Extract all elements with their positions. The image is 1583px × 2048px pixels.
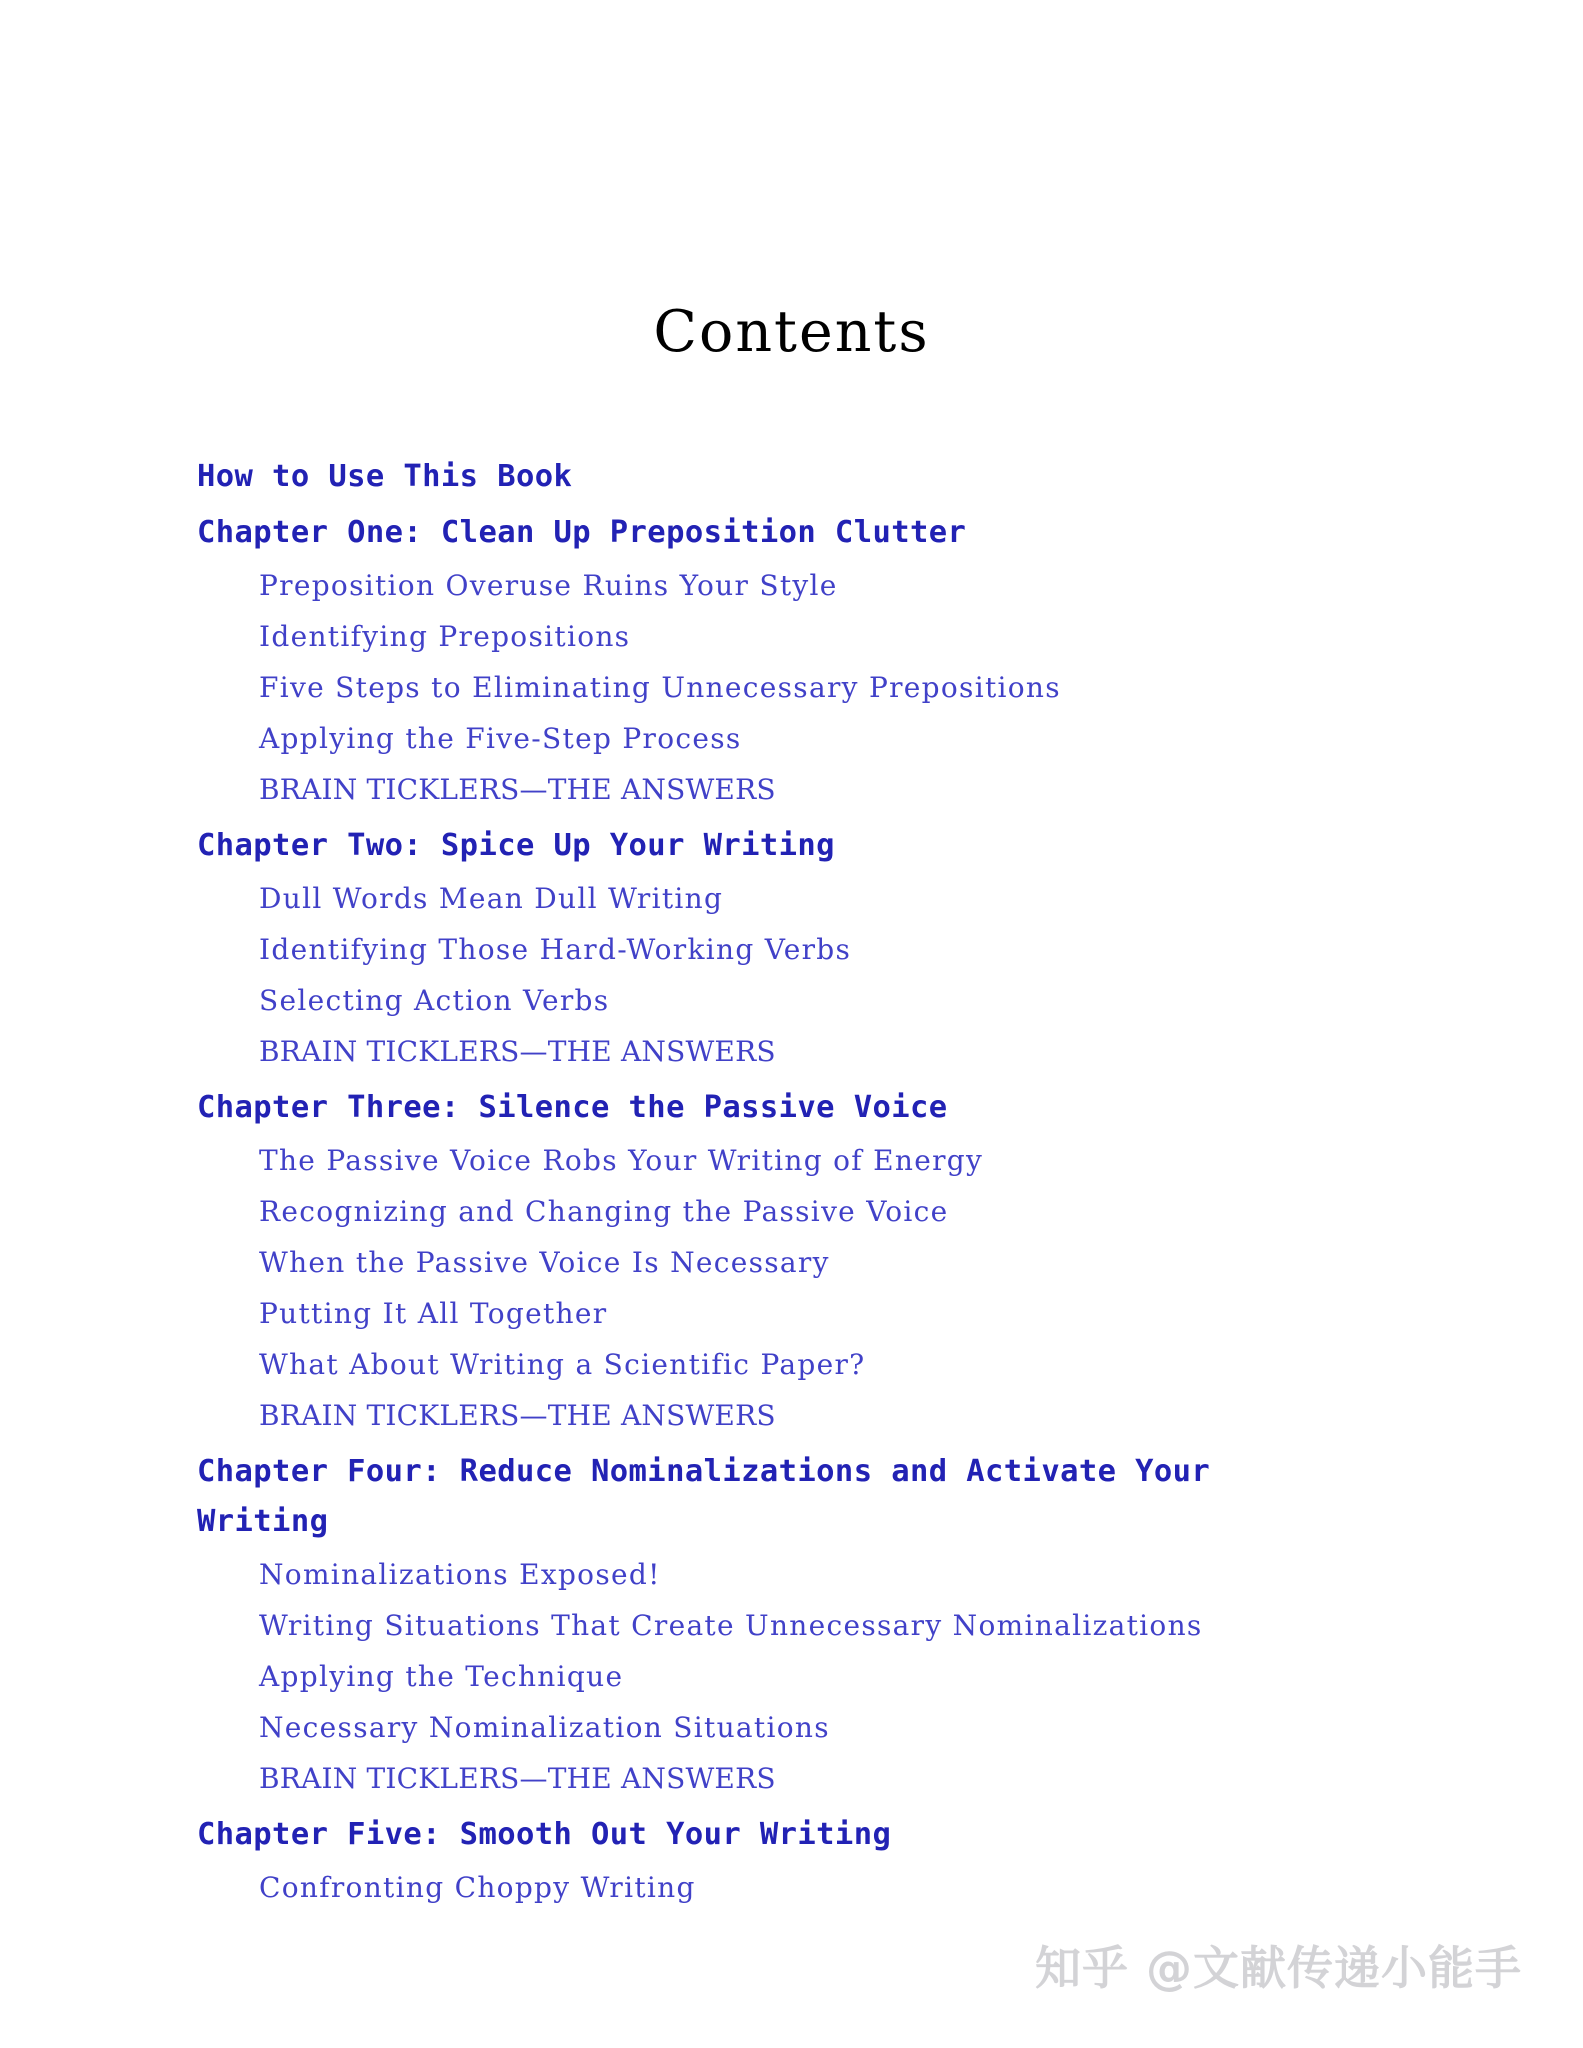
toc-subsection-entry[interactable]: Applying the Technique <box>259 1660 624 1693</box>
toc-chapter-entry[interactable]: Chapter Four: Reduce Nominalizations and Activate Your Writing <box>197 1454 1211 1539</box>
toc-chapter-entry[interactable]: Chapter Three: Silence the Passive Voice <box>197 1090 948 1125</box>
table-of-contents-list <box>197 452 1427 1913</box>
toc-subsection-entry[interactable]: Necessary Nominalization Situations <box>259 1711 830 1744</box>
toc-subsection-entry[interactable]: BRAIN TICKLERS—THE ANSWERS <box>259 1762 776 1795</box>
toc-subsection-entry[interactable]: Identifying Those Hard-Working Verbs <box>259 933 852 966</box>
toc-subsection-entry[interactable]: The Passive Voice Robs Your Writing of Energy <box>259 1144 984 1177</box>
toc-chapter-entry[interactable]: Chapter One: Clean Up Preposition Clutter <box>197 515 967 550</box>
toc-subsection-entry[interactable]: What About Writing a Scientific Paper? <box>259 1348 866 1381</box>
toc-subsection-entry[interactable]: Applying the Five-Step Process <box>259 722 742 755</box>
toc-subsection-entry[interactable]: Recognizing and Changing the Passive Voice <box>259 1195 949 1228</box>
toc-subsection-entry[interactable]: Selecting Action Verbs <box>259 984 610 1017</box>
toc-subsection-entry[interactable]: Preposition Overuse Ruins Your Style <box>259 569 838 602</box>
toc-subsection-entry[interactable]: Writing Situations That Create Unnecessary Nominalizations <box>259 1609 1203 1642</box>
toc-subsection-entry[interactable]: Dull Words Mean Dull Writing <box>259 882 724 915</box>
toc-subsection-entry[interactable]: BRAIN TICKLERS—THE ANSWERS <box>259 1399 776 1432</box>
toc-subsection-entry[interactable]: BRAIN TICKLERS—THE ANSWERS <box>259 773 776 806</box>
toc-subsection-entry[interactable]: Confronting Choppy Writing <box>259 1871 696 1904</box>
page-title: Contents <box>653 299 930 365</box>
toc-subsection-entry[interactable]: BRAIN TICKLERS—THE ANSWERS <box>259 1035 776 1068</box>
toc-chapter-entry[interactable]: Chapter Two: Spice Up Your Writing <box>197 828 835 863</box>
watermark: 知乎 @文献传递小能手 <box>1035 1941 1523 1995</box>
toc-subsection-entry[interactable]: Putting It All Together <box>259 1297 608 1330</box>
toc-subsection-entry[interactable]: When the Passive Voice Is Necessary <box>259 1246 830 1279</box>
toc-subsection-entry[interactable]: Identifying Prepositions <box>259 620 631 653</box>
toc-chapter-entry[interactable]: Chapter Five: Smooth Out Your Writing <box>197 1817 892 1852</box>
toc-chapter-entry[interactable]: How to Use This Book <box>197 459 573 494</box>
toc-subsection-entry[interactable]: Five Steps to Eliminating Unnecessary Prepositions <box>259 671 1061 704</box>
toc-subsection-entry[interactable]: Nominalizations Exposed! <box>259 1558 661 1591</box>
